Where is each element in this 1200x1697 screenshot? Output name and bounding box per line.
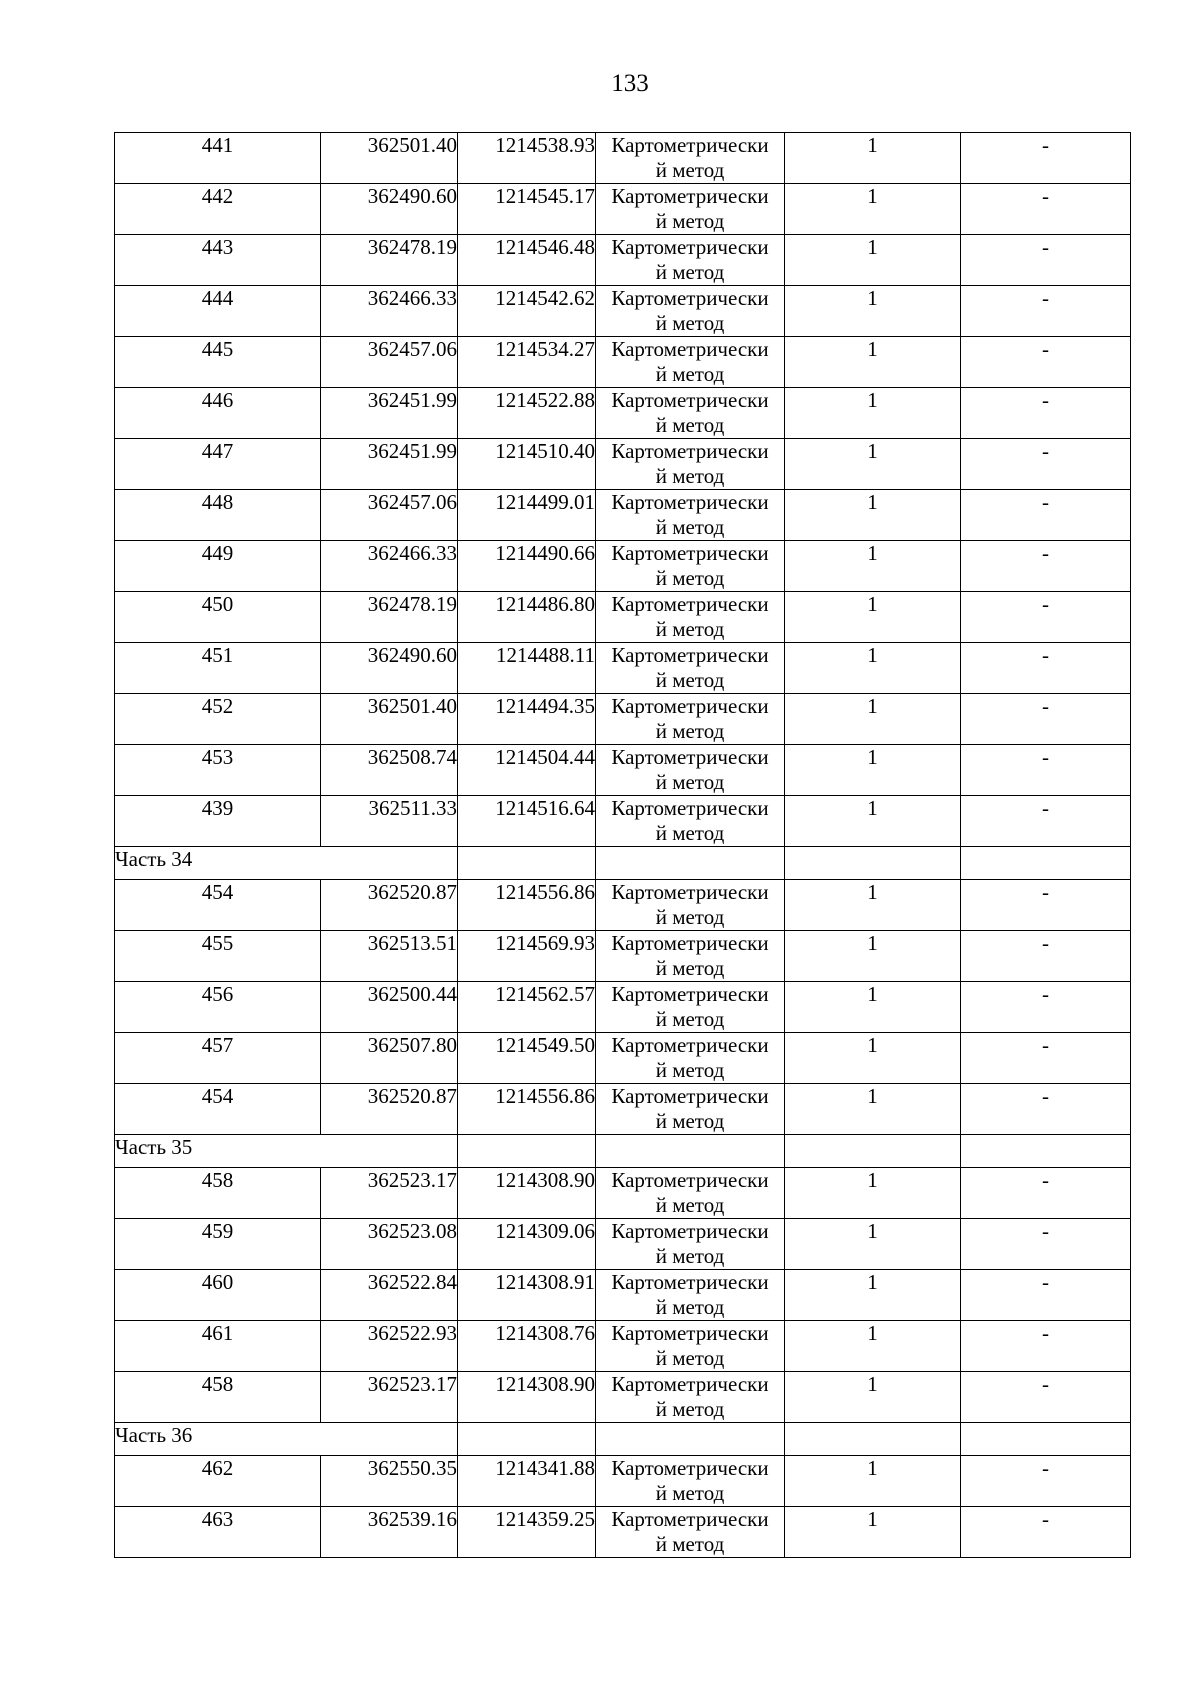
description-cell: - [961, 880, 1131, 931]
method-text-line2: й метод [655, 1007, 725, 1031]
y-coordinate-cell: 1214538.93 [458, 133, 596, 184]
accuracy-cell: 1 [785, 643, 961, 694]
accuracy-cell: 1 [785, 1321, 961, 1372]
y-coordinate-cell: 1214488.11 [458, 643, 596, 694]
x-coordinate-cell: 362500.44 [321, 982, 458, 1033]
method-text-line1: Картометрически [611, 745, 769, 769]
x-coordinate-cell: 362501.40 [321, 133, 458, 184]
accuracy-cell: 1 [785, 694, 961, 745]
y-coordinate-cell: 1214562.57 [458, 982, 596, 1033]
description-cell: - [961, 490, 1131, 541]
description-cell: - [961, 1321, 1131, 1372]
accuracy-cell: 1 [785, 1084, 961, 1135]
description-cell: - [961, 745, 1131, 796]
description-cell: - [961, 1372, 1131, 1423]
method-cell [596, 235, 785, 286]
description-cell: - [961, 439, 1131, 490]
description-cell: - [961, 388, 1131, 439]
method-text-line1: Картометрически [611, 592, 769, 616]
description-cell: - [961, 541, 1131, 592]
accuracy-cell: 1 [785, 235, 961, 286]
method-text-line2: й метод [655, 1532, 725, 1556]
method-text-line2: й метод [655, 158, 725, 182]
empty-cell [961, 1135, 1131, 1168]
method-text-line2: й метод [655, 1193, 725, 1217]
method-cell [596, 388, 785, 439]
method-text-line2: й метод [655, 1295, 725, 1319]
accuracy-cell: 1 [785, 1372, 961, 1423]
y-coordinate-cell: 1214569.93 [458, 931, 596, 982]
point-number-cell: 450 [115, 592, 321, 643]
empty-cell [596, 847, 785, 880]
method-cell [596, 592, 785, 643]
table-row [115, 490, 1131, 541]
description-cell: - [961, 643, 1131, 694]
empty-cell [785, 1423, 961, 1456]
point-number-cell: 454 [115, 1084, 321, 1135]
table-row [115, 439, 1131, 490]
y-coordinate-cell: 1214494.35 [458, 694, 596, 745]
x-coordinate-cell: 362523.17 [321, 1372, 458, 1423]
table-row [115, 133, 1131, 184]
accuracy-cell: 1 [785, 880, 961, 931]
method-text-line2: й метод [655, 1058, 725, 1082]
x-coordinate-cell: 362457.06 [321, 490, 458, 541]
accuracy-cell: 1 [785, 745, 961, 796]
description-cell: - [961, 694, 1131, 745]
point-number-cell: 445 [115, 337, 321, 388]
method-text-line2: й метод [655, 260, 725, 284]
accuracy-cell: 1 [785, 1219, 961, 1270]
part-label: Часть 35 [115, 1135, 458, 1168]
x-coordinate-cell: 362466.33 [321, 541, 458, 592]
method-text-line1: Картометрически [611, 337, 769, 361]
x-coordinate-cell: 362522.84 [321, 1270, 458, 1321]
method-text-line1: Картометрически [611, 133, 769, 157]
description-cell: - [961, 1507, 1131, 1558]
x-coordinate-cell: 362451.99 [321, 388, 458, 439]
x-coordinate-cell: 362457.06 [321, 337, 458, 388]
y-coordinate-cell: 1214534.27 [458, 337, 596, 388]
method-text-line2: й метод [655, 617, 725, 641]
accuracy-cell: 1 [785, 184, 961, 235]
method-text-line2: й метод [655, 209, 725, 233]
y-coordinate-cell: 1214516.64 [458, 796, 596, 847]
x-coordinate-cell: 362466.33 [321, 286, 458, 337]
x-coordinate-cell: 362550.35 [321, 1456, 458, 1507]
table-row [115, 541, 1131, 592]
method-text-line2: й метод [655, 464, 725, 488]
method-text-line2: й метод [655, 821, 725, 845]
description-cell: - [961, 337, 1131, 388]
method-cell [596, 1033, 785, 1084]
method-text-line2: й метод [655, 956, 725, 980]
method-cell [596, 490, 785, 541]
table-row [115, 694, 1131, 745]
method-cell [596, 931, 785, 982]
description-cell: - [961, 133, 1131, 184]
method-cell [596, 694, 785, 745]
point-number-cell: 442 [115, 184, 321, 235]
page-number: 133 [611, 70, 649, 97]
method-cell [596, 1168, 785, 1219]
point-number-cell: 454 [115, 880, 321, 931]
x-coordinate-cell: 362511.33 [321, 796, 458, 847]
x-coordinate-cell: 362539.16 [321, 1507, 458, 1558]
accuracy-cell: 1 [785, 541, 961, 592]
accuracy-cell: 1 [785, 337, 961, 388]
description-cell: - [961, 592, 1131, 643]
table-row [115, 1219, 1131, 1270]
point-number-cell: 455 [115, 931, 321, 982]
y-coordinate-cell: 1214499.01 [458, 490, 596, 541]
x-coordinate-cell: 362507.80 [321, 1033, 458, 1084]
method-text-line2: й метод [655, 566, 725, 590]
coordinates-table-body [115, 133, 1131, 1558]
method-cell [596, 184, 785, 235]
table-row [115, 880, 1131, 931]
description-cell: - [961, 931, 1131, 982]
table-row [115, 337, 1131, 388]
method-text-line1: Картометрически [611, 1321, 769, 1345]
x-coordinate-cell: 362478.19 [321, 235, 458, 286]
method-text-line2: й метод [655, 905, 725, 929]
accuracy-cell: 1 [785, 592, 961, 643]
method-cell [596, 1372, 785, 1423]
table-row [115, 1033, 1131, 1084]
description-cell: - [961, 1270, 1131, 1321]
y-coordinate-cell: 1214308.76 [458, 1321, 596, 1372]
method-cell [596, 286, 785, 337]
y-coordinate-cell: 1214504.44 [458, 745, 596, 796]
point-number-cell: 439 [115, 796, 321, 847]
method-text-line1: Картометрически [611, 439, 769, 463]
accuracy-cell: 1 [785, 388, 961, 439]
point-number-cell: 457 [115, 1033, 321, 1084]
method-text-line2: й метод [655, 668, 725, 692]
method-cell [596, 133, 785, 184]
y-coordinate-cell: 1214556.86 [458, 1084, 596, 1135]
accuracy-cell: 1 [785, 1456, 961, 1507]
accuracy-cell: 1 [785, 1168, 961, 1219]
description-cell: - [961, 1456, 1131, 1507]
coordinates-table [114, 132, 1131, 1558]
x-coordinate-cell: 362451.99 [321, 439, 458, 490]
empty-cell [458, 1423, 596, 1456]
table-row [115, 1270, 1131, 1321]
y-coordinate-cell: 1214308.91 [458, 1270, 596, 1321]
point-number-cell: 458 [115, 1372, 321, 1423]
description-cell: - [961, 184, 1131, 235]
accuracy-cell: 1 [785, 1507, 961, 1558]
accuracy-cell: 1 [785, 490, 961, 541]
point-number-cell: 456 [115, 982, 321, 1033]
x-coordinate-cell: 362478.19 [321, 592, 458, 643]
method-text-line2: й метод [655, 719, 725, 743]
point-number-cell: 449 [115, 541, 321, 592]
point-number-cell: 452 [115, 694, 321, 745]
accuracy-cell: 1 [785, 1270, 961, 1321]
table-row [115, 592, 1131, 643]
table-row [115, 745, 1131, 796]
x-coordinate-cell: 362508.74 [321, 745, 458, 796]
table-row [115, 931, 1131, 982]
table-row [115, 1321, 1131, 1372]
y-coordinate-cell: 1214542.62 [458, 286, 596, 337]
empty-cell [961, 1423, 1131, 1456]
table-row [115, 1507, 1131, 1558]
table-row [115, 184, 1131, 235]
part-header-row [115, 1423, 1131, 1456]
method-cell [596, 1270, 785, 1321]
empty-cell [458, 847, 596, 880]
accuracy-cell: 1 [785, 439, 961, 490]
method-cell [596, 1507, 785, 1558]
method-text-line1: Картометрически [611, 982, 769, 1006]
y-coordinate-cell: 1214522.88 [458, 388, 596, 439]
x-coordinate-cell: 362520.87 [321, 880, 458, 931]
y-coordinate-cell: 1214359.25 [458, 1507, 596, 1558]
method-text-line2: й метод [655, 1109, 725, 1133]
description-cell: - [961, 1168, 1131, 1219]
x-coordinate-cell: 362523.17 [321, 1168, 458, 1219]
table-row [115, 1168, 1131, 1219]
table-row [115, 982, 1131, 1033]
method-cell [596, 982, 785, 1033]
point-number-cell: 462 [115, 1456, 321, 1507]
point-number-cell: 447 [115, 439, 321, 490]
method-text-line2: й метод [655, 413, 725, 437]
y-coordinate-cell: 1214490.66 [458, 541, 596, 592]
method-cell [596, 1219, 785, 1270]
method-cell [596, 1321, 785, 1372]
x-coordinate-cell: 362523.08 [321, 1219, 458, 1270]
accuracy-cell: 1 [785, 286, 961, 337]
point-number-cell: 463 [115, 1507, 321, 1558]
method-text-line1: Картометрически [611, 1456, 769, 1480]
method-text-line1: Картометрически [611, 1270, 769, 1294]
point-number-cell: 448 [115, 490, 321, 541]
description-cell: - [961, 796, 1131, 847]
method-text-line2: й метод [655, 1244, 725, 1268]
method-text-line1: Картометрически [611, 1219, 769, 1243]
accuracy-cell: 1 [785, 982, 961, 1033]
y-coordinate-cell: 1214308.90 [458, 1372, 596, 1423]
method-text-line2: й метод [655, 311, 725, 335]
y-coordinate-cell: 1214486.80 [458, 592, 596, 643]
method-text-line1: Картометрически [611, 1084, 769, 1108]
part-label: Часть 36 [115, 1423, 458, 1456]
part-header-row [115, 847, 1131, 880]
empty-cell [596, 1135, 785, 1168]
method-text-line1: Картометрически [611, 388, 769, 412]
method-cell [596, 880, 785, 931]
method-text-line1: Картометрически [611, 490, 769, 514]
method-text-line1: Картометрически [611, 880, 769, 904]
method-text-line2: й метод [655, 1397, 725, 1421]
point-number-cell: 444 [115, 286, 321, 337]
x-coordinate-cell: 362522.93 [321, 1321, 458, 1372]
method-text-line1: Картометрически [611, 184, 769, 208]
method-text-line1: Картометрически [611, 931, 769, 955]
method-text-line2: й метод [655, 515, 725, 539]
method-cell [596, 796, 785, 847]
accuracy-cell: 1 [785, 931, 961, 982]
x-coordinate-cell: 362520.87 [321, 1084, 458, 1135]
x-coordinate-cell: 362501.40 [321, 694, 458, 745]
part-header-row [115, 1135, 1131, 1168]
x-coordinate-cell: 362490.60 [321, 184, 458, 235]
method-cell [596, 643, 785, 694]
description-cell: - [961, 1033, 1131, 1084]
point-number-cell: 460 [115, 1270, 321, 1321]
method-cell [596, 439, 785, 490]
method-text-line1: Картометрически [611, 286, 769, 310]
point-number-cell: 443 [115, 235, 321, 286]
accuracy-cell: 1 [785, 133, 961, 184]
point-number-cell: 459 [115, 1219, 321, 1270]
y-coordinate-cell: 1214341.88 [458, 1456, 596, 1507]
method-text-line2: й метод [655, 362, 725, 386]
method-text-line1: Картометрически [611, 1168, 769, 1192]
accuracy-cell: 1 [785, 1033, 961, 1084]
method-text-line1: Картометрически [611, 1033, 769, 1057]
description-cell: - [961, 235, 1131, 286]
method-text-line1: Картометрически [611, 1372, 769, 1396]
y-coordinate-cell: 1214510.40 [458, 439, 596, 490]
part-label: Часть 34 [115, 847, 458, 880]
point-number-cell: 461 [115, 1321, 321, 1372]
table-row [115, 286, 1131, 337]
method-cell [596, 745, 785, 796]
description-cell: - [961, 1219, 1131, 1270]
description-cell: - [961, 286, 1131, 337]
method-cell [596, 541, 785, 592]
empty-cell [785, 1135, 961, 1168]
method-text-line2: й метод [655, 1346, 725, 1370]
point-number-cell: 458 [115, 1168, 321, 1219]
table-row [115, 1456, 1131, 1507]
method-text-line2: й метод [655, 770, 725, 794]
method-cell [596, 1456, 785, 1507]
method-text-line2: й метод [655, 1481, 725, 1505]
point-number-cell: 441 [115, 133, 321, 184]
description-cell: - [961, 1084, 1131, 1135]
method-text-line1: Картометрически [611, 694, 769, 718]
y-coordinate-cell: 1214308.90 [458, 1168, 596, 1219]
method-cell [596, 337, 785, 388]
table-row [115, 796, 1131, 847]
table-row [115, 235, 1131, 286]
point-number-cell: 446 [115, 388, 321, 439]
method-text-line1: Картометрически [611, 643, 769, 667]
y-coordinate-cell: 1214309.06 [458, 1219, 596, 1270]
method-text-line1: Картометрически [611, 235, 769, 259]
empty-cell [458, 1135, 596, 1168]
table-row [115, 1084, 1131, 1135]
point-number-cell: 451 [115, 643, 321, 694]
y-coordinate-cell: 1214556.86 [458, 880, 596, 931]
method-text-line1: Картометрически [611, 1507, 769, 1531]
method-text-line1: Картометрически [611, 796, 769, 820]
table-row [115, 1372, 1131, 1423]
method-text-line1: Картометрически [611, 541, 769, 565]
empty-cell [961, 847, 1131, 880]
x-coordinate-cell: 362513.51 [321, 931, 458, 982]
point-number-cell: 453 [115, 745, 321, 796]
accuracy-cell: 1 [785, 796, 961, 847]
y-coordinate-cell: 1214546.48 [458, 235, 596, 286]
x-coordinate-cell: 362490.60 [321, 643, 458, 694]
table-row [115, 388, 1131, 439]
y-coordinate-cell: 1214549.50 [458, 1033, 596, 1084]
description-cell: - [961, 982, 1131, 1033]
y-coordinate-cell: 1214545.17 [458, 184, 596, 235]
method-cell [596, 1084, 785, 1135]
empty-cell [596, 1423, 785, 1456]
table-row [115, 643, 1131, 694]
empty-cell [785, 847, 961, 880]
